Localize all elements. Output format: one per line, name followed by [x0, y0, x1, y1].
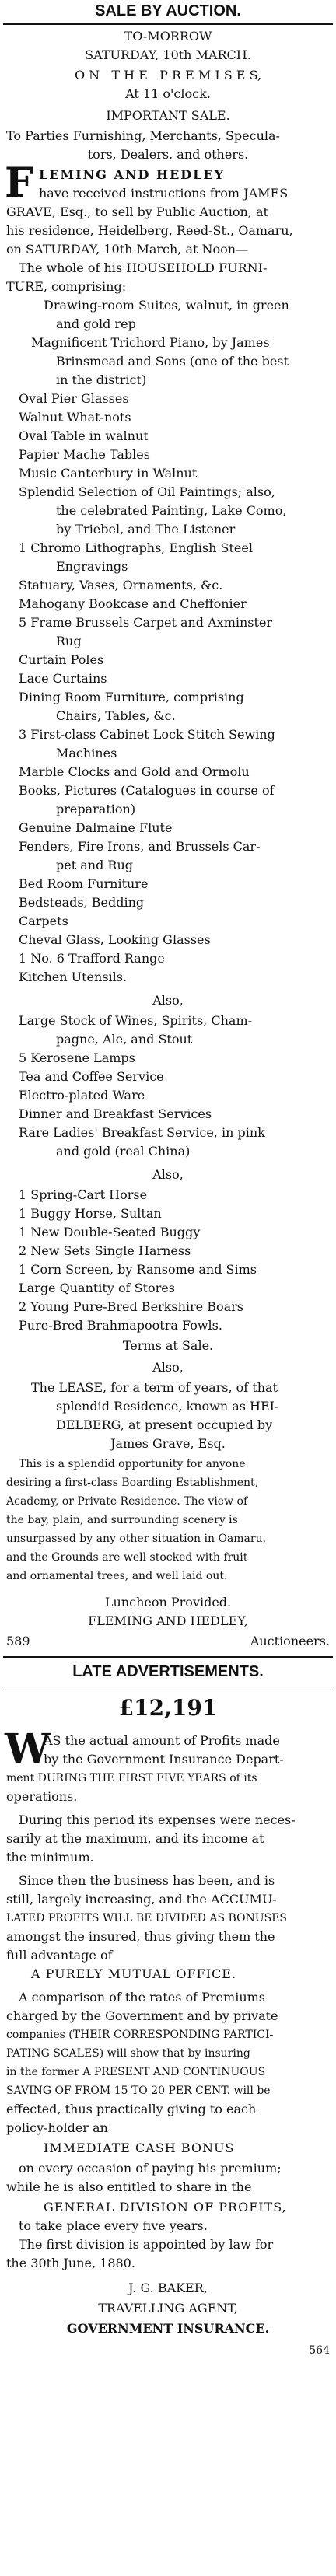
text-line: The first division is appointed by law for: [19, 2237, 274, 2252]
text-line: GRAVE, Esq., to sell by Public Auction, at: [6, 204, 268, 219]
text-line: The LEASE, for a term of years, of that: [31, 1380, 278, 1395]
text-line: PATING SCALES) will show that by insuring: [6, 2047, 250, 2060]
text-line: 5 Kerosene Lamps: [19, 1050, 135, 1065]
text-line: 5 Frame Brussels Carpet and Axminster: [19, 615, 273, 630]
text-line: SATURDAY, 10th MARCH.: [85, 47, 251, 62]
text-line: Lace Curtains: [19, 671, 107, 686]
text-line: LATED PROFITS WILL BE DIVIDED AS BONUSES: [6, 1912, 287, 1924]
drop-cap: F: [5, 159, 33, 207]
text-line: Magnificent Trichord Piano, by James: [31, 335, 270, 350]
text-line: Cheval Glass, Looking Glasses: [19, 932, 211, 947]
text-line: Also,: [152, 993, 184, 1008]
text-line: 1 Buggy Horse, Sultan: [19, 1206, 162, 1221]
text-line: have received instructions from JAMES: [39, 186, 289, 201]
text-line: by Triebel, and The Listener: [56, 522, 236, 537]
text-line: Kitchen Utensils.: [19, 970, 128, 984]
ad-number: 564: [309, 2344, 330, 2357]
sale-heading: SALE BY AUCTION.: [95, 2, 241, 19]
text-line: to take place every five years.: [19, 2218, 208, 2233]
text-line: pagne, Ale, and Stout: [56, 1032, 193, 1047]
text-line: and ornamental trees, and well laid out.: [6, 1570, 228, 1582]
text-line: while he is also entitled to share in the: [6, 2179, 252, 2194]
text-line: A PURELY MUTUAL OFFICE.: [31, 1966, 237, 1981]
text-line: Academy, or Private Residence. The view of: [6, 1495, 248, 1508]
text-line: Books, Pictures (Catalogues in course of: [19, 783, 275, 798]
text-line: Dining Room Furniture, comprising: [19, 690, 244, 704]
text-line: DELBERG, at present occupied by: [56, 1417, 273, 1432]
text-line: and gold rep: [56, 316, 136, 331]
text-line: LEMING AND HEDLEY: [39, 167, 226, 182]
text-line: the bay, plain, and surrounding scenery is: [6, 1514, 238, 1526]
text-line: FLEMING AND HEDLEY,: [88, 1613, 248, 1628]
text-line: Chairs, Tables, &c.: [56, 708, 176, 723]
text-line: and the Grounds are well stocked with fruit: [6, 1551, 248, 1564]
text-line: Luncheon Provided.: [104, 1595, 232, 1610]
text-line: still, largely increasing, and the ACCUMU-: [6, 1892, 277, 1907]
text-line: Fenders, Fire Irons, and Brussels Car-: [19, 839, 261, 854]
text-line: Splendid Selection of Oil Paintings; also,: [19, 484, 275, 499]
text-line: GENERAL DIVISION OF PROFITS,: [44, 2200, 287, 2214]
text-line: Mahogany Bookcase and Cheffonier: [19, 596, 247, 611]
text-line: in the district): [56, 372, 147, 387]
text-line: on every occasion of paying his premium;: [19, 2161, 282, 2176]
text-line: The whole of his HOUSEHOLD FURNI-: [19, 260, 268, 275]
text-line: unsurpassed by any other situation in Oamaru,: [6, 1533, 267, 1545]
text-line: Papier Mache Tables: [19, 447, 150, 462]
text-line: effected, thus practically giving to each: [6, 2102, 257, 2116]
text-line: the 30th June, 1880.: [6, 2256, 135, 2270]
text-line: Large Stock of Wines, Spirits, Cham-: [19, 1013, 253, 1028]
text-line: the celebrated Painting, Lake Como,: [56, 503, 287, 518]
text-line: on SATURDAY, 10th March, at Noon—: [6, 242, 249, 257]
text-line: sarily at the maximum, and its income at: [6, 1831, 264, 1846]
text-line: Dinner and Breakfast Services: [19, 1106, 212, 1121]
text-line: TO-MORROW: [124, 29, 212, 44]
text-line: Brinsmead and Sons (one of the best: [56, 354, 289, 369]
text-line: Bed Room Furniture: [19, 876, 149, 891]
text-line: 2 Young Pure-Bred Berkshire Boars: [19, 1299, 243, 1314]
text-line: operations.: [6, 1789, 78, 1804]
late-heading: LATE ADVERTISEMENTS.: [72, 1663, 264, 1680]
text-line: Also,: [152, 1167, 184, 1182]
text-line: 1 No. 6 Trafford Range: [19, 951, 165, 966]
text-line: and gold (real China): [56, 1144, 191, 1159]
text-line: 1 Chromo Lithographs, English Steel: [19, 540, 253, 555]
text-line: charged by the Government and by private: [6, 2008, 278, 2023]
text-line: Tea and Coffee Service: [19, 1069, 164, 1084]
text-line: IMMEDIATE CASH BONUS: [44, 2141, 235, 2155]
text-line: At 11 o'clock.: [125, 86, 211, 101]
text-line: Pure-Bred Brahmapootra Fowls.: [19, 1318, 222, 1333]
text-line: O N T H E P R E M I S E S,: [74, 68, 262, 82]
text-line: preparation): [56, 802, 136, 816]
text-line: Auctioneers.: [250, 1634, 330, 1648]
text-line: 3 First-class Cabinet Lock Stitch Sewing: [19, 727, 275, 742]
text-line: 2 New Sets Single Harness: [19, 1243, 191, 1258]
text-line: Genuine Dalmaine Flute: [19, 820, 173, 835]
text-line: Carpets: [19, 914, 68, 928]
text-line: Music Canterbury in Walnut: [19, 466, 198, 481]
text-line: SAVING OF FROM 15 TO 20 PER CENT. will be: [6, 2085, 271, 2097]
text-line: During this period its expenses were neces-: [19, 1812, 296, 1827]
text-line: companies (THEIR CORRESPONDING PARTICI-: [6, 2029, 274, 2041]
text-line: splendid Residence, known as HEI-: [56, 1399, 279, 1414]
text-line: Large Quantity of Stores: [19, 1281, 175, 1295]
text-line: desiring a first-class Boarding Establishment,: [6, 1477, 259, 1489]
text-line: A comparison of the rates of Premiums: [19, 1990, 265, 2005]
text-line: ment DURING THE FIRST FIVE YEARS of its: [6, 1772, 257, 1784]
text-line: full advantage of: [6, 1948, 113, 1963]
text-line: TRAVELLING AGENT,: [98, 2301, 238, 2316]
text-line: Terms at Sale.: [122, 1338, 214, 1353]
text-line: This is a splendid opportunity for anyone: [19, 1458, 246, 1470]
text-line: tors, Dealers, and others.: [87, 147, 249, 162]
text-line: policy-holder an: [6, 2120, 108, 2135]
amount: £12,191: [118, 1695, 218, 1721]
text-line: Statuary, Vases, Ornaments, &c.: [19, 578, 223, 592]
text-line: amongst the insured, thus giving them the: [6, 1929, 275, 1944]
text-line: Marble Clocks and Gold and Ormolu: [19, 764, 250, 779]
text-line: 1 New Double-Seated Buggy: [19, 1225, 201, 1239]
text-line: AS the actual amount of Profits made: [44, 1733, 280, 1748]
text-line: GOVERNMENT INSURANCE.: [66, 2321, 270, 2336]
text-line: Since then the business has been, and is: [19, 1873, 275, 1888]
text-line: Curtain Poles: [19, 652, 104, 667]
text-line: Rare Ladies' Breakfast Service, in pink: [19, 1125, 265, 1140]
text-line: Machines: [56, 746, 117, 760]
text-line: Also,: [152, 1360, 184, 1375]
text-line: 1 Spring-Cart Horse: [19, 1187, 148, 1202]
text-line: pet and Rug: [56, 858, 133, 872]
divider: [3, 23, 333, 25]
text-line: the minimum.: [6, 1850, 94, 1865]
text-line: Drawing-room Suites, walnut, in green: [44, 298, 289, 313]
text-line: Oval Pier Glasses: [19, 391, 129, 406]
text-line: Rug: [56, 634, 82, 648]
divider: [3, 1656, 333, 1658]
text-line: in the former A PRESENT AND CONTINUOUS: [6, 2066, 266, 2078]
text-line: Walnut What-nots: [19, 410, 131, 425]
text-line: IMPORTANT SALE.: [106, 108, 230, 123]
text-line: Electro-plated Ware: [19, 1088, 145, 1103]
text-line: Oval Table in walnut: [19, 428, 149, 443]
text-line: James Grave, Esq.: [110, 1436, 226, 1451]
text-line: by the Government Insurance Depart-: [44, 1752, 284, 1767]
ad-number: 589: [6, 1634, 30, 1648]
text-line: Bedsteads, Bedding: [19, 895, 145, 910]
drop-cap: W: [5, 1725, 51, 1773]
text-line: 1 Corn Screen, by Ransome and Sims: [19, 1262, 257, 1277]
text-line: To Parties Furnishing, Merchants, Specula-: [6, 128, 280, 143]
text-line: J. G. BAKER,: [128, 2281, 208, 2295]
text-line: his residence, Heidelberg, Reed-St., Oamaru,: [6, 223, 293, 238]
text-line: TURE, comprising:: [6, 279, 127, 294]
text-line: Engravings: [56, 559, 128, 574]
